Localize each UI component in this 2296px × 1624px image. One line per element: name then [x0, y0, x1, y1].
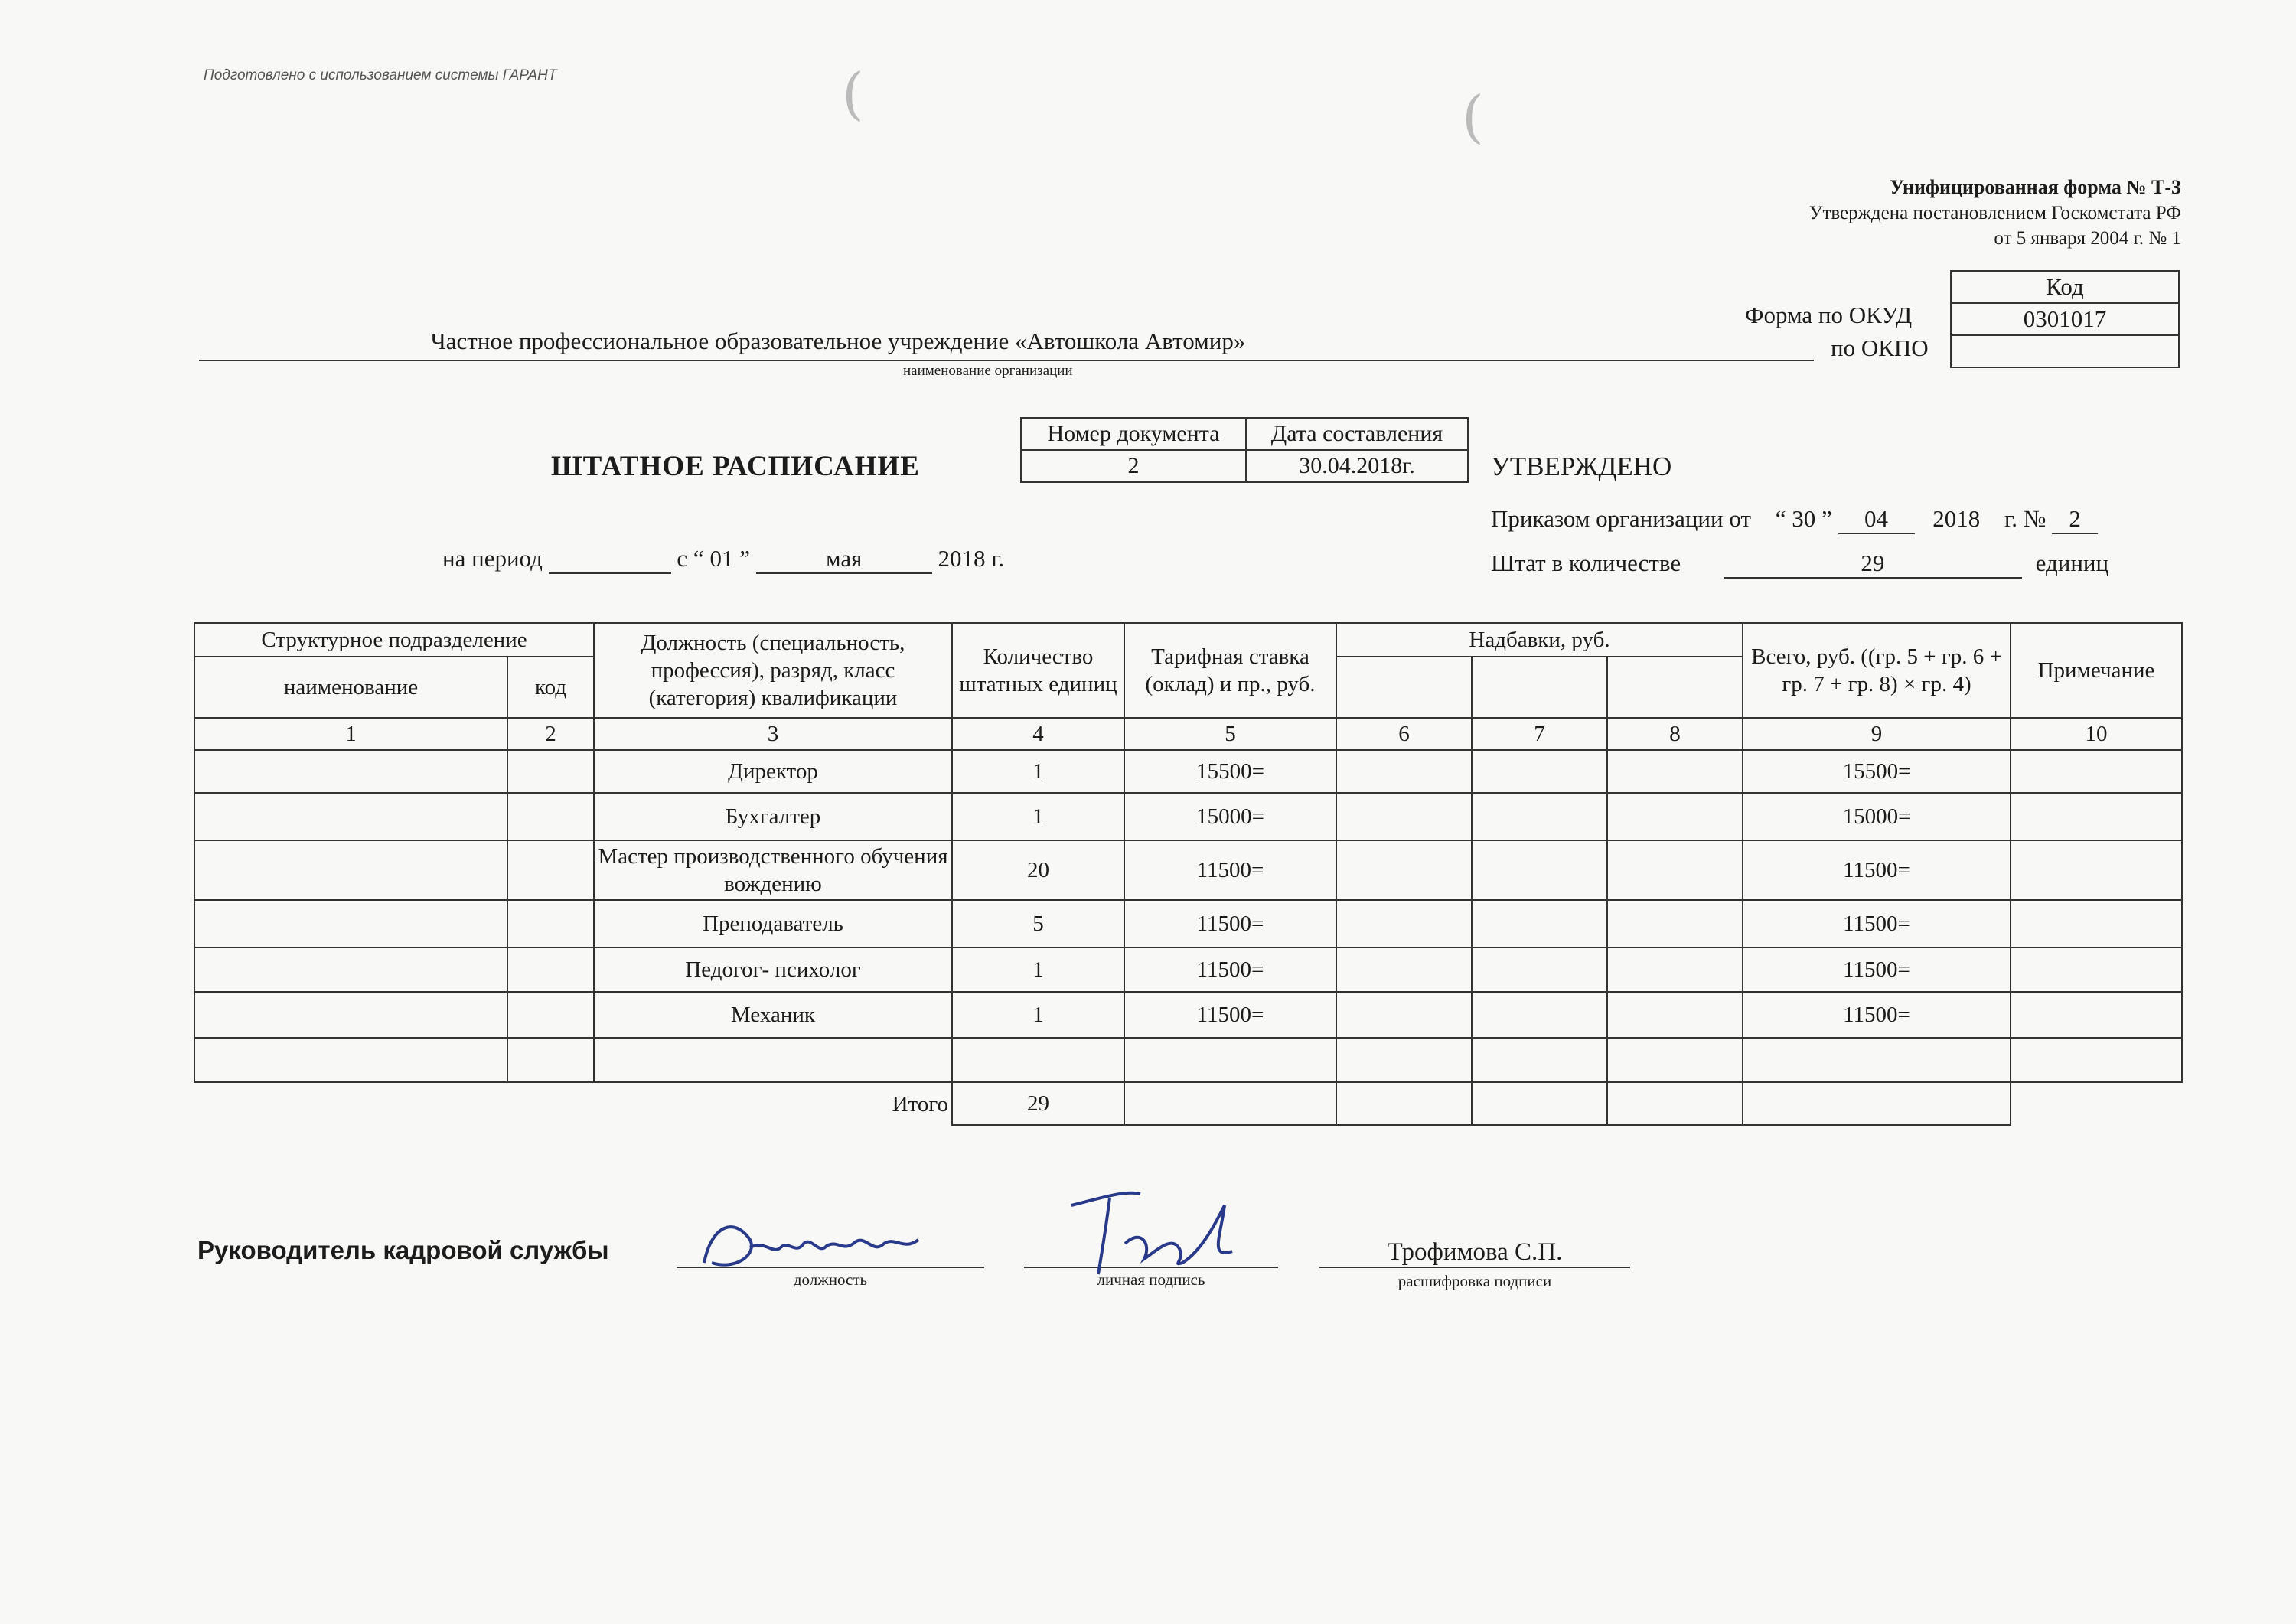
- header-structural-unit: Структурное подразделение: [194, 623, 594, 657]
- cell-a6: [1336, 900, 1472, 947]
- cell-total: 11500=: [1743, 900, 2011, 947]
- cell-a7: [1472, 793, 1607, 840]
- cell-rate: 11500=: [1124, 840, 1336, 900]
- table-rows: [194, 750, 2182, 1082]
- cell-note: [2011, 947, 2182, 992]
- cell-rate: 11500=: [1124, 947, 1336, 992]
- header-position: Должность (специальность, профессия), разряд, класс (категория) квалификации: [594, 623, 952, 718]
- form-approval: Утверждена постановлением Госкомстата РФ: [1808, 203, 2181, 223]
- order-month: 04: [1838, 505, 1915, 534]
- cell-a7: [1472, 900, 1607, 947]
- cell-a6: [1336, 750, 1472, 793]
- cell-name: [194, 840, 507, 900]
- doc-date-label: Дата составления: [1246, 418, 1468, 450]
- period-quote: ”: [739, 545, 750, 572]
- form-name: Унифицированная форма № Т-3: [1890, 176, 2181, 198]
- cell-total: 11500=: [1743, 840, 2011, 900]
- header-code: код: [507, 657, 594, 718]
- staffing-table: [194, 622, 2183, 1126]
- total-label: Итого: [892, 1091, 948, 1117]
- cell-a6: [1336, 840, 1472, 900]
- signature-name: Трофимова С.П.: [1387, 1238, 1563, 1266]
- period-blank: [549, 545, 671, 574]
- cell-rate: 11500=: [1124, 900, 1336, 947]
- cell-code: [507, 793, 594, 840]
- cell-name: [194, 750, 507, 793]
- cell-a6: [1336, 947, 1472, 992]
- cell-code: [507, 750, 594, 793]
- approved-title: УТВЕРЖДЕНО: [1491, 452, 1672, 481]
- period-suffix: г.: [991, 545, 1005, 572]
- order-day: “ 30 ”: [1775, 505, 1832, 532]
- header-total: Всего, руб. ((гр. 5 + гр. 6 + гр. 7 + гр. 8) × гр. 4): [1743, 623, 2011, 718]
- cell-code: [507, 947, 594, 992]
- cell-position: Педогог- психолог: [594, 947, 952, 992]
- cell-code: [507, 900, 594, 947]
- cell-position: [594, 1038, 952, 1082]
- order-line: [1491, 505, 2098, 534]
- period-year: 2018: [938, 545, 986, 572]
- doc-date: 30.04.2018г.: [1246, 450, 1468, 482]
- doc-number: 2: [1021, 450, 1246, 482]
- staff-label: Штат в количестве: [1491, 549, 1681, 576]
- total-sum: [1743, 1082, 2011, 1125]
- column-number-10: 10: [2011, 718, 2182, 750]
- cell-code: [507, 992, 594, 1038]
- signature-title: Руководитель кадровой службы: [197, 1236, 609, 1264]
- table-row: [194, 1038, 2182, 1082]
- column-number-4: 4: [952, 718, 1124, 750]
- column-number-2: 2: [507, 718, 594, 750]
- total-count: 29: [952, 1082, 1124, 1125]
- cell-position: Директор: [594, 750, 952, 793]
- header-allowance-7: [1472, 657, 1607, 718]
- code-header: Код: [1951, 271, 2179, 303]
- order-year: 2018: [1932, 505, 1981, 532]
- cell-a8: [1607, 793, 1743, 840]
- header-allowances: Надбавки, руб.: [1336, 623, 1743, 657]
- period-prefix: на период: [442, 545, 543, 572]
- cell-a7: [1472, 992, 1607, 1038]
- cell-position: Преподаватель: [594, 900, 952, 947]
- handwritten-signature: [1056, 1175, 1255, 1282]
- header-allowance-6: [1336, 657, 1472, 718]
- order-label: Приказом организации от: [1491, 505, 1751, 532]
- staff-count: 29: [1724, 549, 2022, 579]
- cell-note: [2011, 900, 2182, 947]
- cell-total: 15500=: [1743, 750, 2011, 793]
- organization-caption: наименование организации: [903, 363, 1073, 379]
- codes-table: [1950, 270, 2180, 368]
- document-title: ШТАТНОЕ РАСПИСАНИЕ: [551, 451, 920, 482]
- period-line: [442, 545, 1004, 574]
- okud-label: Форма по ОКУД: [1745, 302, 1913, 328]
- scan-artifact-mark-2: (: [1462, 84, 1484, 150]
- cell-a8: [1607, 947, 1743, 992]
- okpo-value: [1951, 335, 2179, 367]
- cell-rate: 11500=: [1124, 992, 1336, 1038]
- table-row: [194, 992, 2182, 1038]
- cell-count: [952, 1038, 1124, 1082]
- cell-count: 1: [952, 750, 1124, 793]
- cell-rate: [1124, 1038, 1336, 1082]
- cell-a8: [1607, 1038, 1743, 1082]
- period-month: мая: [756, 545, 932, 574]
- cell-total: 11500=: [1743, 947, 2011, 992]
- organization-name: Частное профессиональное образовательное учреждение «Автошкола Автомир»: [430, 328, 1246, 354]
- cell-a8: [1607, 900, 1743, 947]
- column-number-9: 9: [1743, 718, 2011, 750]
- cell-a6: [1336, 793, 1472, 840]
- scan-artifact-mark: (: [842, 61, 864, 127]
- cell-name: [194, 992, 507, 1038]
- organization-underline: [199, 360, 1814, 361]
- cell-a7: [1472, 840, 1607, 900]
- cell-position: Мастер производственного обучения вождению: [594, 840, 952, 900]
- table-row: [194, 750, 2182, 793]
- cell-count: 5: [952, 900, 1124, 947]
- okud-value: 0301017: [1951, 303, 2179, 335]
- cell-count: 1: [952, 793, 1124, 840]
- total-a8: [1607, 1082, 1743, 1125]
- doc-number-label: Номер документа: [1021, 418, 1246, 450]
- cell-total: 15000=: [1743, 793, 2011, 840]
- cell-total: 11500=: [1743, 992, 2011, 1038]
- cell-a8: [1607, 840, 1743, 900]
- cell-position: Механик: [594, 992, 952, 1038]
- table-row: [194, 900, 2182, 947]
- cell-note: [2011, 793, 2182, 840]
- order-num: 2: [2052, 505, 2098, 534]
- cell-note: [2011, 840, 2182, 900]
- header-name: наименование: [194, 657, 507, 718]
- order-num-label: г. №: [2004, 505, 2047, 532]
- cell-code: [507, 1038, 594, 1082]
- header-count: Количество штатных единиц: [952, 623, 1124, 718]
- cell-a6: [1336, 992, 1472, 1038]
- period-day: 01: [709, 545, 734, 572]
- column-number-5: 5: [1124, 718, 1336, 750]
- cell-name: [194, 1038, 507, 1082]
- table-row: [194, 947, 2182, 992]
- header-note: Примечание: [2011, 623, 2182, 718]
- column-number-8: 8: [1607, 718, 1743, 750]
- name-caption: расшифровка подписи: [1397, 1272, 1552, 1290]
- cell-count: 1: [952, 947, 1124, 992]
- document-number-table: [1020, 417, 1469, 483]
- column-number-6: 6: [1336, 718, 1472, 750]
- cell-a8: [1607, 750, 1743, 793]
- column-number-1: 1: [194, 718, 507, 750]
- form-approval-date: от 5 января 2004 г. № 1: [1994, 228, 2181, 249]
- table-row: [194, 793, 2182, 840]
- cell-a6: [1336, 1038, 1472, 1082]
- cell-note: [2011, 992, 2182, 1038]
- column-number-3: 3: [594, 718, 952, 750]
- total-a7: [1472, 1082, 1607, 1125]
- column-numbers-row: [194, 718, 2182, 750]
- header-rate: Тарифная ставка (оклад) и пр., руб.: [1124, 623, 1336, 718]
- position-caption: должность: [793, 1270, 868, 1289]
- cell-a7: [1472, 947, 1607, 992]
- cell-a7: [1472, 1038, 1607, 1082]
- cell-note: [2011, 1038, 2182, 1082]
- cell-count: 1: [952, 992, 1124, 1038]
- column-number-7: 7: [1472, 718, 1607, 750]
- okpo-label: по ОКПО: [1831, 334, 1929, 361]
- total-a6: [1336, 1082, 1472, 1125]
- staff-line: [1491, 549, 2108, 579]
- header-allowance-8: [1607, 657, 1743, 718]
- table-row: [194, 840, 2182, 900]
- cell-a7: [1472, 750, 1607, 793]
- signature-caption: личная подпись: [1097, 1270, 1205, 1289]
- cell-rate: 15000=: [1124, 793, 1336, 840]
- form-header: [1809, 174, 2181, 251]
- cell-a8: [1607, 992, 1743, 1038]
- staff-unit: единиц: [2035, 549, 2109, 576]
- cell-position: Бухгалтер: [594, 793, 952, 840]
- signature-name-line: [1319, 1267, 1630, 1268]
- cell-total: [1743, 1038, 2011, 1082]
- cell-name: [194, 900, 507, 947]
- total-row: [194, 1082, 2182, 1125]
- total-note: [2011, 1082, 2182, 1125]
- period-from: с “: [677, 545, 704, 572]
- cell-count: 20: [952, 840, 1124, 900]
- garant-note: Подготовлено с использованием системы ГАРАНТ: [204, 67, 557, 83]
- cell-name: [194, 947, 507, 992]
- total-rate: [1124, 1082, 1336, 1125]
- cell-note: [2011, 750, 2182, 793]
- cell-rate: 15500=: [1124, 750, 1336, 793]
- cell-name: [194, 793, 507, 840]
- cell-code: [507, 840, 594, 900]
